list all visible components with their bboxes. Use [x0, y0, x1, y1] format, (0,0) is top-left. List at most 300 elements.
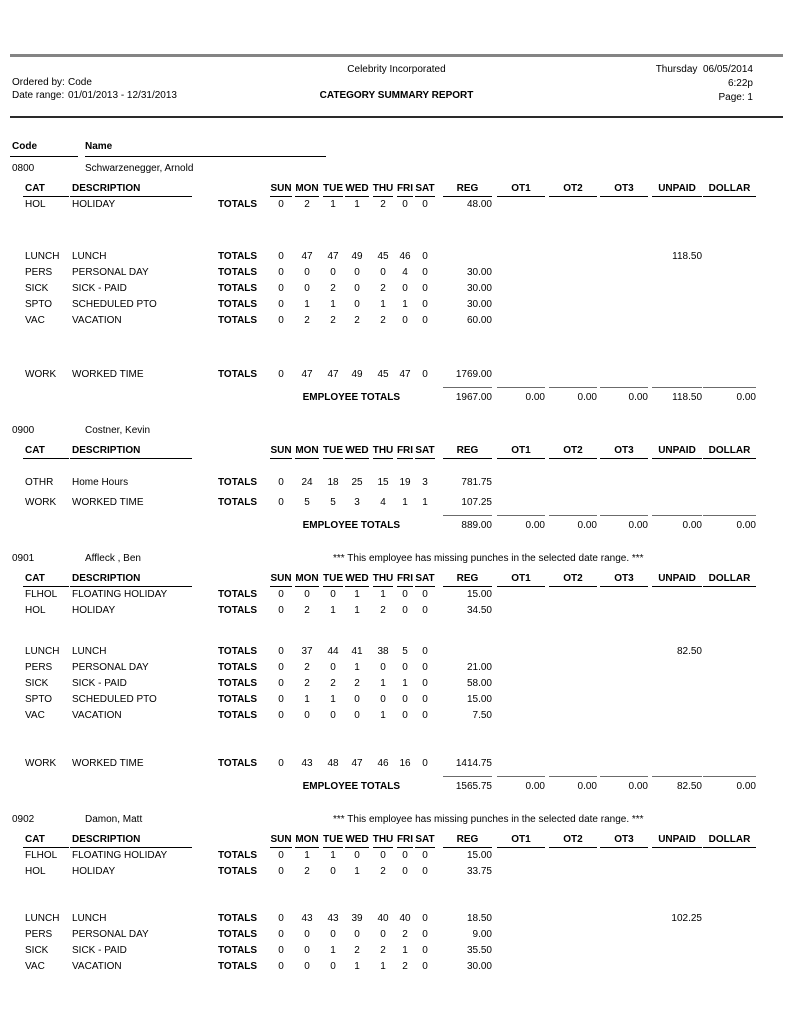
day-total-value: 0	[330, 866, 336, 877]
col-day-thu-label: THU	[373, 573, 394, 587]
reg-value: 1769.00	[455, 369, 492, 380]
category-row	[0, 315, 793, 331]
day-total-value: 0	[380, 929, 386, 940]
employee-code: 0800	[12, 163, 35, 174]
day-total-value: 0	[354, 267, 360, 278]
category-description: SICK - PAID	[72, 945, 127, 956]
day-total-value: 5	[330, 497, 336, 508]
employee-total-unpaid: 0.00	[652, 515, 702, 531]
col-cat-label: CAT	[23, 183, 69, 197]
day-total-value: 5	[402, 646, 408, 657]
day-total-value: 2	[402, 961, 408, 972]
reg-value: 7.50	[472, 710, 492, 721]
day-total-value: 2	[354, 678, 360, 689]
code-underline	[10, 156, 78, 157]
day-total-value: 1	[330, 605, 336, 616]
category-row	[0, 251, 793, 267]
code-name-header	[0, 141, 793, 159]
col-day-header	[344, 573, 370, 587]
employee-total-reg: 1967.00	[443, 387, 492, 403]
day-total-value: 0	[278, 477, 284, 488]
day-total-value: 0	[422, 758, 428, 769]
day-total-value: 2	[402, 929, 408, 940]
category-row	[0, 945, 793, 961]
col-day-header	[412, 445, 438, 459]
col-day-header	[268, 573, 294, 587]
col-day-header	[412, 834, 438, 848]
day-total-value: 1	[304, 694, 310, 705]
category-description: WORKED TIME	[72, 369, 144, 380]
totals-label: TOTALS	[218, 866, 258, 877]
reg-value: 30.00	[466, 283, 492, 294]
col-description-label: DESCRIPTION	[70, 573, 192, 587]
report-date: Thursday 06/05/2014	[655, 64, 753, 75]
day-total-value: 1	[330, 945, 336, 956]
day-total-value: 0	[422, 961, 428, 972]
employee-line	[0, 553, 793, 569]
day-total-value: 0	[330, 267, 336, 278]
day-total-value: 41	[351, 646, 363, 657]
report-time: 6:22p	[727, 78, 753, 89]
day-total-value: 0	[402, 866, 408, 877]
day-total-value: 1	[304, 299, 310, 310]
reg-value: 15.00	[466, 850, 492, 861]
reg-value: 18.50	[466, 913, 492, 924]
category-row	[0, 929, 793, 945]
day-total-value: 1	[304, 850, 310, 861]
day-total-value: 0	[278, 497, 284, 508]
header-divider-rule	[10, 116, 783, 118]
totals-label: TOTALS	[218, 199, 258, 210]
totals-label: TOTALS	[218, 299, 258, 310]
category-description: LUNCH	[72, 913, 107, 924]
col-day-wed-label: WED	[345, 573, 368, 587]
employee-totals-label: EMPLOYEE TOTALS	[302, 392, 400, 403]
category-row	[0, 710, 793, 726]
day-total-value: 0	[278, 267, 284, 278]
day-total-value: 0	[354, 710, 360, 721]
col-day-fri-label: FRI	[397, 573, 413, 587]
day-total-value: 0	[354, 283, 360, 294]
category-description: PERSONAL DAY	[72, 929, 149, 940]
day-total-value: 1	[354, 605, 360, 616]
category-code: PERS	[25, 662, 53, 673]
category-description: Home Hours	[72, 477, 129, 488]
day-total-value: 0	[422, 929, 428, 940]
day-total-value: 0	[278, 299, 284, 310]
reg-value: 9.00	[472, 929, 492, 940]
day-total-value: 0	[304, 267, 310, 278]
category-description: VACATION	[72, 961, 122, 972]
missing-punches-note: *** This employee has missing punches in the selected date range. ***	[333, 814, 644, 825]
day-total-value: 1	[380, 589, 386, 600]
day-total-value: 2	[380, 315, 386, 326]
totals-label: TOTALS	[218, 605, 258, 616]
employee-line	[0, 425, 793, 441]
day-total-value: 0	[402, 283, 408, 294]
category-code: SPTO	[25, 299, 53, 310]
day-total-value: 0	[354, 299, 360, 310]
col-day-thu-label: THU	[373, 445, 394, 459]
day-total-value: 0	[402, 315, 408, 326]
totals-label: TOTALS	[218, 945, 258, 956]
day-total-value: 1	[354, 199, 360, 210]
day-total-value: 0	[304, 283, 310, 294]
col-day-mon-label: MON	[295, 834, 318, 848]
category-table-header	[0, 183, 793, 199]
day-total-value: 47	[301, 369, 313, 380]
reg-value: 107.25	[461, 497, 492, 508]
day-total-value: 0	[278, 646, 284, 657]
reg-value: 33.75	[466, 866, 492, 877]
day-total-value: 1	[354, 589, 360, 600]
day-total-value: 2	[304, 199, 310, 210]
totals-label: TOTALS	[218, 758, 258, 769]
day-total-value: 3	[354, 497, 360, 508]
reg-value: 781.75	[461, 477, 492, 488]
col-day-header	[320, 183, 346, 197]
day-total-value: 0	[380, 267, 386, 278]
day-total-value: 1	[402, 945, 408, 956]
col-day-header	[412, 573, 438, 587]
totals-label: TOTALS	[218, 694, 258, 705]
totals-label: TOTALS	[218, 251, 258, 262]
reg-value: 30.00	[466, 267, 492, 278]
totals-label: TOTALS	[218, 267, 258, 278]
employee-code: 0901	[12, 553, 35, 564]
totals-label: TOTALS	[218, 283, 258, 294]
day-total-value: 47	[301, 251, 313, 262]
employee-total-reg: 1565.75	[443, 776, 492, 792]
day-total-value: 1	[354, 961, 360, 972]
day-total-value: 0	[278, 251, 284, 262]
day-total-value: 2	[380, 945, 386, 956]
day-total-value: 0	[422, 710, 428, 721]
day-total-value: 47	[351, 758, 363, 769]
day-total-value: 2	[354, 945, 360, 956]
day-total-value: 49	[351, 369, 363, 380]
day-total-value: 4	[380, 497, 386, 508]
day-total-value: 0	[422, 694, 428, 705]
day-total-value: 48	[327, 758, 339, 769]
col-ot1-label: OT1	[497, 573, 545, 587]
category-description: VACATION	[72, 315, 122, 326]
col-day-sun-label: SUN	[270, 445, 291, 459]
category-row	[0, 369, 793, 385]
day-total-value: 0	[278, 929, 284, 940]
day-total-value: 0	[422, 662, 428, 673]
day-total-value: 0	[402, 199, 408, 210]
totals-label: TOTALS	[218, 850, 258, 861]
day-total-value: 0	[380, 662, 386, 673]
day-total-value: 0	[402, 589, 408, 600]
category-row	[0, 299, 793, 315]
employee-name: Costner, Kevin	[85, 425, 151, 436]
category-description: HOLIDAY	[72, 866, 116, 877]
category-row	[0, 866, 793, 882]
employee-code: 0900	[12, 425, 35, 436]
ordered-by-label: Ordered by:	[12, 77, 65, 88]
col-unpaid-label: UNPAID	[652, 573, 702, 587]
totals-label: TOTALS	[218, 315, 258, 326]
day-total-value: 0	[422, 283, 428, 294]
col-day-fri-label: FRI	[397, 445, 413, 459]
category-description: LUNCH	[72, 646, 107, 657]
day-total-value: 2	[380, 199, 386, 210]
day-total-value: 16	[399, 758, 411, 769]
category-row	[0, 589, 793, 605]
day-total-value: 0	[380, 694, 386, 705]
day-total-value: 49	[351, 251, 363, 262]
col-day-header	[344, 183, 370, 197]
day-total-value: 40	[399, 913, 411, 924]
category-code: SICK	[25, 283, 49, 294]
day-total-value: 1	[402, 497, 408, 508]
category-row	[0, 758, 793, 774]
category-row	[0, 646, 793, 662]
day-total-value: 47	[399, 369, 411, 380]
code-column-label: Code	[12, 141, 37, 152]
day-total-value: 0	[354, 694, 360, 705]
category-description: HOLIDAY	[72, 605, 116, 616]
totals-label: TOTALS	[218, 913, 258, 924]
col-description-label: DESCRIPTION	[70, 445, 192, 459]
category-table-header	[0, 834, 793, 850]
category-row	[0, 283, 793, 299]
date-range-label: Date range:	[12, 90, 65, 101]
day-total-value: 0	[422, 315, 428, 326]
day-total-value: 0	[330, 961, 336, 972]
unpaid-value: 102.25	[671, 913, 702, 924]
top-rule	[10, 54, 783, 57]
employee-total-dollar: 0.00	[703, 776, 756, 792]
day-total-value: 39	[351, 913, 363, 924]
col-day-header	[294, 573, 320, 587]
day-total-value: 0	[402, 662, 408, 673]
col-day-sun-label: SUN	[270, 573, 291, 587]
category-description: FLOATING HOLIDAY	[72, 589, 168, 600]
col-day-thu-label: THU	[373, 834, 394, 848]
col-ot3-label: OT3	[600, 183, 648, 197]
col-day-tue-label: TUE	[323, 183, 343, 197]
day-total-value: 45	[377, 369, 389, 380]
day-total-value: 5	[304, 497, 310, 508]
day-total-value: 0	[422, 251, 428, 262]
reg-value: 1414.75	[455, 758, 492, 769]
category-description: WORKED TIME	[72, 497, 144, 508]
category-code: SPTO	[25, 694, 53, 705]
col-unpaid-label: UNPAID	[652, 445, 702, 459]
day-total-value: 0	[402, 694, 408, 705]
day-total-value: 18	[327, 477, 339, 488]
day-total-value: 0	[422, 369, 428, 380]
employee-name: Schwarzenegger, Arnold	[85, 163, 194, 174]
col-reg-label: REG	[443, 445, 492, 459]
col-day-header	[344, 834, 370, 848]
col-day-mon-label: MON	[295, 183, 318, 197]
day-total-value: 0	[278, 961, 284, 972]
reg-value: 60.00	[466, 315, 492, 326]
category-code: VAC	[25, 710, 45, 721]
reg-value: 35.50	[466, 945, 492, 956]
category-description: SICK - PAID	[72, 678, 127, 689]
category-code: WORK	[25, 758, 57, 769]
day-total-value: 2	[304, 605, 310, 616]
col-day-header	[320, 573, 346, 587]
employee-total-dollar: 0.00	[703, 387, 756, 403]
date-range-value: 01/01/2013 - 12/31/2013	[68, 90, 177, 101]
day-total-value: 0	[402, 710, 408, 721]
day-total-value: 2	[330, 315, 336, 326]
category-code: SICK	[25, 678, 49, 689]
day-total-value: 0	[354, 850, 360, 861]
col-day-header	[320, 834, 346, 848]
report-title: CATEGORY SUMMARY REPORT	[319, 90, 474, 101]
day-total-value: 38	[377, 646, 389, 657]
day-total-value: 25	[351, 477, 363, 488]
totals-label: TOTALS	[218, 477, 258, 488]
day-total-value: 1	[354, 662, 360, 673]
day-total-value: 0	[422, 945, 428, 956]
day-total-value: 1	[330, 850, 336, 861]
col-day-header	[294, 834, 320, 848]
missing-punches-note: *** This employee has missing punches in the selected date range. ***	[333, 553, 644, 564]
day-total-value: 37	[301, 646, 313, 657]
col-day-tue-label: TUE	[323, 834, 343, 848]
day-total-value: 45	[377, 251, 389, 262]
day-total-value: 0	[278, 605, 284, 616]
totals-label: TOTALS	[218, 369, 258, 380]
day-total-value: 2	[304, 866, 310, 877]
name-column-label: Name	[85, 141, 113, 152]
day-total-value: 0	[402, 605, 408, 616]
day-total-value: 0	[278, 199, 284, 210]
category-row	[0, 961, 793, 977]
category-code: HOL	[25, 866, 46, 877]
day-total-value: 2	[380, 283, 386, 294]
col-cat-label: CAT	[23, 573, 69, 587]
reg-value: 15.00	[466, 589, 492, 600]
unpaid-value: 118.50	[672, 251, 702, 262]
totals-label: TOTALS	[218, 662, 258, 673]
employee-total-unpaid: 118.50	[652, 387, 702, 403]
day-total-value: 1	[330, 694, 336, 705]
ordered-by-line	[12, 77, 92, 88]
day-total-value: 0	[330, 662, 336, 673]
day-total-value: 44	[327, 646, 339, 657]
employee-totals-label: EMPLOYEE TOTALS	[302, 781, 400, 792]
col-ot1-label: OT1	[497, 445, 545, 459]
category-row	[0, 662, 793, 678]
day-total-value: 0	[278, 589, 284, 600]
col-day-thu-label: THU	[373, 183, 394, 197]
category-code: WORK	[25, 369, 57, 380]
col-day-sat-label: SAT	[415, 834, 434, 848]
day-total-value: 1	[354, 866, 360, 877]
day-total-value: 43	[301, 758, 313, 769]
day-total-value: 0	[304, 710, 310, 721]
category-row	[0, 605, 793, 621]
employee-total-ot3: 0.00	[600, 515, 648, 531]
day-total-value: 0	[278, 850, 284, 861]
employee-total-ot2: 0.00	[549, 776, 597, 792]
totals-label: TOTALS	[218, 589, 258, 600]
employee-name: Affleck , Ben	[85, 553, 141, 564]
day-total-value: 47	[327, 369, 339, 380]
day-total-value: 1	[380, 961, 386, 972]
col-day-wed-label: WED	[345, 834, 368, 848]
day-total-value: 1	[380, 710, 386, 721]
day-total-value: 47	[327, 251, 339, 262]
day-total-value: 1	[422, 497, 428, 508]
col-day-sat-label: SAT	[415, 445, 434, 459]
col-day-header	[320, 445, 346, 459]
category-code: VAC	[25, 315, 45, 326]
employee-line	[0, 163, 793, 179]
day-total-value: 0	[422, 299, 428, 310]
day-total-value: 1	[380, 678, 386, 689]
col-reg-label: REG	[443, 834, 492, 848]
employee-total-ot2: 0.00	[549, 515, 597, 531]
day-total-value: 1	[402, 678, 408, 689]
category-row	[0, 694, 793, 710]
col-day-header	[294, 183, 320, 197]
day-total-value: 0	[278, 315, 284, 326]
day-total-value: 1	[330, 299, 336, 310]
employee-total-ot1: 0.00	[497, 776, 545, 792]
day-total-value: 0	[304, 961, 310, 972]
col-unpaid-label: UNPAID	[652, 834, 702, 848]
employee-totals-row	[0, 387, 793, 407]
day-total-value: 2	[380, 866, 386, 877]
col-day-header	[268, 834, 294, 848]
category-description: HOLIDAY	[72, 199, 116, 210]
day-total-value: 46	[377, 758, 389, 769]
col-unpaid-label: UNPAID	[652, 183, 702, 197]
col-cat-label: CAT	[23, 445, 69, 459]
day-total-value: 1	[402, 299, 408, 310]
col-day-sun-label: SUN	[270, 183, 291, 197]
category-description: LUNCH	[72, 251, 107, 262]
col-dollar-label: DOLLAR	[703, 573, 756, 587]
category-code: LUNCH	[25, 251, 60, 262]
day-total-value: 3	[422, 477, 428, 488]
col-ot2-label: OT2	[549, 834, 597, 848]
day-total-value: 2	[330, 283, 336, 294]
employee-total-ot1: 0.00	[497, 515, 545, 531]
day-total-value: 0	[278, 913, 284, 924]
col-reg-label: REG	[443, 183, 492, 197]
reg-value: 58.00	[466, 678, 492, 689]
col-dollar-label: DOLLAR	[703, 445, 756, 459]
day-total-value: 0	[304, 589, 310, 600]
col-ot2-label: OT2	[549, 445, 597, 459]
category-description: VACATION	[72, 710, 122, 721]
day-total-value: 0	[330, 589, 336, 600]
totals-label: TOTALS	[218, 929, 258, 940]
day-total-value: 0	[422, 589, 428, 600]
totals-label: TOTALS	[218, 497, 258, 508]
employee-total-ot2: 0.00	[549, 387, 597, 403]
category-description: PERSONAL DAY	[72, 662, 149, 673]
day-total-value: 0	[422, 866, 428, 877]
reg-value: 34.50	[466, 605, 492, 616]
name-underline	[85, 156, 326, 157]
employee-name: Damon, Matt	[85, 814, 143, 825]
category-row	[0, 678, 793, 694]
col-ot3-label: OT3	[600, 445, 648, 459]
col-day-header	[268, 183, 294, 197]
